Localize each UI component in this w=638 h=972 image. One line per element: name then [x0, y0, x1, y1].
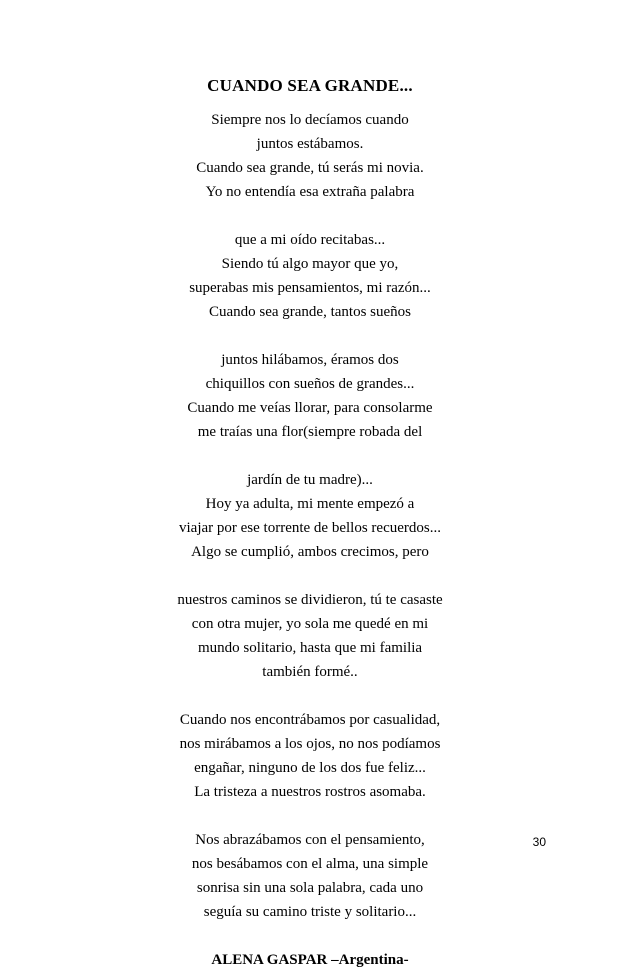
stanza-4	[170, 468, 450, 564]
page-number: 30	[532, 835, 546, 849]
poem-line: Cuando sea grande, tú serás mi novia.	[196, 160, 424, 176]
poem-line: engañar, ninguno de los dos fue feliz...	[194, 760, 426, 776]
poem-line: Siempre nos lo decíamos cuando	[211, 112, 409, 128]
poem-line: me traías una flor(siempre robada del	[197, 424, 423, 440]
poem-line: viajar por ese torrente de bellos recuerdos...	[179, 520, 441, 536]
stanza-2	[170, 228, 450, 324]
stanza-5	[170, 588, 450, 684]
poem-line: Hoy ya adulta, mi mente empezó a	[205, 496, 415, 512]
poem-line: nos besábamos con el alma, una simple	[191, 856, 429, 872]
poem-line: mundo solitario, hasta que mi familia	[197, 640, 423, 656]
poem-line: Cuando sea grande, tantos sueños	[208, 304, 412, 320]
poem-line: juntos hilábamos, éramos dos	[221, 352, 399, 368]
poem-line: superabas mis pensamientos, mi razón...	[189, 280, 431, 296]
poem-line: Siendo tú algo mayor que yo,	[221, 256, 399, 272]
poem-line: Yo no entendía esa extraña palabra	[205, 184, 415, 200]
poem-line: con otra mujer, yo sola me quedé en mi	[191, 616, 429, 632]
poem-line: jardín de tu madre)...	[247, 472, 373, 488]
poem-line: sonrisa sin una sola palabra, cada uno	[196, 880, 424, 896]
stanza-7	[170, 828, 450, 924]
stanza-6	[170, 708, 450, 804]
poem-line: La tristeza a nuestros rostros asomaba.	[194, 784, 426, 800]
poem-line: Nos abrazábamos con el pensamiento,	[195, 832, 425, 848]
poem-line: nos mirábamos a los ojos, no nos podíamos	[179, 736, 441, 752]
poem-line: seguía su camino triste y solitario...	[203, 904, 417, 920]
poem-line: Cuando me veías llorar, para consolarme	[187, 400, 433, 416]
stanza-1	[170, 108, 450, 204]
poem-line: que a mi oído recitabas...	[234, 232, 386, 248]
stanza-3	[170, 348, 450, 444]
poem-line: juntos estábamos.	[256, 136, 364, 152]
poem-author: ALENA GASPAR –Argentina-	[211, 952, 409, 968]
poem-line: también formé..	[262, 664, 358, 680]
poem-line: Algo se cumplió, ambos crecimos, pero	[191, 544, 429, 560]
poem-line: Cuando nos encontrábamos por casualidad,	[179, 712, 441, 728]
poem-line: nuestros caminos se dividieron, tú te casaste	[177, 592, 443, 608]
poem-line: chiquillos con sueños de grandes...	[205, 376, 415, 392]
poem-title: CUANDO SEA GRANDE...	[207, 76, 413, 95]
poem	[170, 74, 450, 972]
